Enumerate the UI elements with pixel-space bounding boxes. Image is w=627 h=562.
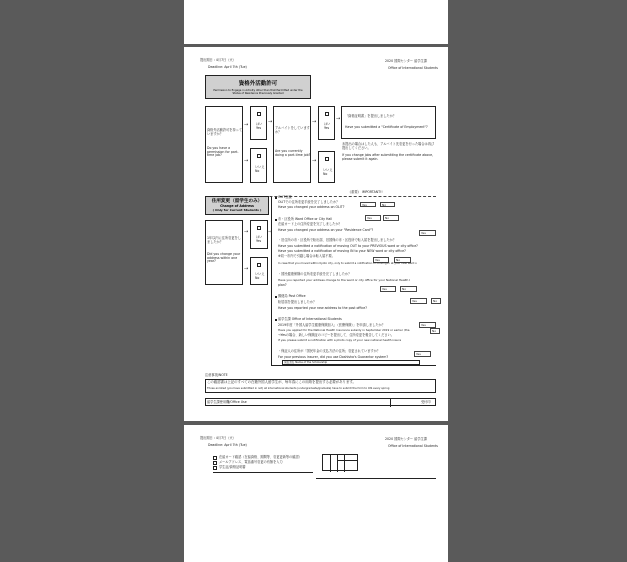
office-name: Office of International Students — [388, 66, 438, 70]
post-yes-checkbox[interactable]: Yes — [410, 298, 427, 304]
important-label: 《重要》 IMPORTANT!! — [348, 190, 383, 194]
ois-no-checkbox[interactable]: No — [430, 328, 440, 334]
office-use-label: 留学生課使用欄/Office Use — [207, 400, 247, 404]
next-page — [184, 425, 448, 562]
ward-line10: plan? — [278, 283, 287, 287]
q2-yes-label: はい Yes — [324, 122, 331, 130]
note-box — [205, 379, 436, 393]
q2-jp: アルバイトをしていますか？ — [275, 126, 310, 134]
certificate-note-en: If you change jobs after submitting the certificate above, please submit it again. — [342, 153, 434, 161]
q2-no-label: いいえ No — [323, 168, 333, 176]
office-year: 2020 国際センター 留学生課 — [385, 437, 427, 441]
q2-yes-box — [318, 106, 335, 140]
ward-line1: 在留カード上の住所変更を完了しましたか？ — [278, 222, 342, 226]
check-student-id[interactable] — [213, 466, 217, 470]
check-contact-change[interactable] — [213, 461, 217, 465]
arrow-icon: → — [244, 122, 249, 128]
ward-line9: Have you reported your address change to the ward or city office for your National Health I — [278, 278, 411, 282]
check-contact-change-label: メールアドレス、電話番号変更の有無を入力 — [219, 460, 283, 464]
address-no-checkbox[interactable] — [257, 263, 261, 267]
grid-line — [344, 455, 345, 472]
q1-no-checkbox[interactable] — [257, 154, 261, 158]
arrow-icon: → — [336, 116, 341, 122]
q2-no-checkbox[interactable] — [325, 157, 329, 161]
arrow-icon: → — [244, 229, 249, 235]
address-yes-box — [250, 220, 268, 249]
permit-header — [205, 75, 311, 99]
address-title-jp: 住所変更（留学生のみ） — [211, 199, 263, 204]
post-line2: Have you reported your new address to the post office? — [278, 306, 367, 310]
address-header — [205, 196, 269, 215]
q2-yes-checkbox[interactable] — [325, 112, 329, 116]
arrow-icon: → — [244, 266, 249, 272]
note-label: 注意事項/NOTE — [205, 373, 228, 377]
ward-nhi-no-checkbox[interactable]: No — [400, 286, 417, 292]
olit-yes-checkbox[interactable]: Yes — [360, 202, 376, 207]
certificate-question-jp: 「資格証明書」を提出しましたか？ — [345, 114, 396, 118]
olit-line2: Have you changed your address on OLIT? — [278, 205, 345, 209]
q1-no-label: いいえ No — [255, 165, 265, 173]
ward-line6: ※同一市内で引越し場合は転入届不要。 — [278, 254, 335, 258]
confirm-stamp-label: 受付印 — [421, 400, 431, 404]
bullet-icon — [275, 197, 277, 199]
office-grid — [322, 454, 358, 471]
ward-yes-checkbox[interactable]: Yes — [365, 215, 381, 221]
office-name: Office of International Students — [388, 444, 438, 448]
q2-box — [273, 106, 311, 183]
ward-nhi-yes-checkbox[interactable]: Yes — [380, 286, 396, 292]
ward-line2: Have you changed your address on your "Residence Card"? — [278, 228, 374, 232]
certificate-question-en: Have you submitted a "Certificate of Employment"? — [345, 125, 428, 129]
ward-line5: Have you submitted a notification of moving IN to your NEW ward or city office? — [278, 249, 406, 253]
address-no-label: いいえ No — [255, 272, 265, 280]
check-residence-card[interactable] — [213, 456, 217, 460]
scholarship-label: 保証書名 Name of the Scholarship — [284, 360, 328, 364]
permit-subtitle: Permission to Engage in Activity other than that Permitted under the Status of Residence Previously Granted — [213, 89, 303, 96]
ois-line6: For your previous insurer, did you use Doshisha's Guarantor system? — [278, 355, 389, 359]
ois-yes-checkbox[interactable]: Yes — [419, 322, 436, 328]
ward-move-yes-checkbox[interactable]: Yes — [373, 257, 389, 263]
certificate-question-box — [341, 106, 436, 139]
q1-yes-box — [250, 106, 267, 140]
grid-line — [330, 455, 331, 472]
note-line2: Those enrolled (you have submitted in not) all international students (undergraduate/graduate) have to submit the form to OIS every spring — [207, 387, 390, 390]
office-use-box — [205, 398, 436, 406]
ois-line2: Have you applied for the National Health Insurance subsidy in September 2019 or earlier (tha — [278, 328, 410, 332]
post-title: 郵便局 Post Office — [278, 294, 306, 298]
arrow-icon: → — [312, 119, 317, 125]
address-title-sub: ( Only for Current Students ) — [212, 208, 262, 212]
deadline-en: Deadline: April 7th (Tue) — [208, 65, 247, 69]
ois-line1: 2019年度「外国人留学生健康保険加入」（医療保険）」を申請しましたか？ — [278, 323, 385, 327]
ois-line4: If yes, please submit a notification with a photo copy of your new national health insura — [278, 338, 402, 342]
certificate-note-jp: 未提出の場合はした人も、アルバイト先変更を行った場合は再び提出してください。 — [342, 142, 435, 150]
ward-title: 市・区役所 Ward Office or City Hall — [278, 217, 333, 221]
address-no-box — [250, 257, 268, 285]
ois-line5: ・保証人の住所が「国民年金の支払方法の住所」変更されていますか？ — [278, 349, 380, 353]
arrow-icon: → — [244, 158, 249, 164]
address-question-box — [205, 220, 243, 285]
ward-line3: ・旧住所の市・区役所で転出届、旧国保の市・区役所で転入届を提出しましたか？ — [278, 238, 396, 242]
ward-line4: Have you submitted a notification of moving OUT to your PREVIOUS ward or city office? — [278, 244, 418, 248]
address-yes-checkbox[interactable] — [257, 226, 261, 230]
post-no-checkbox[interactable]: No — [431, 298, 441, 304]
deadline-en: Deadline: April 7th (Tue) — [208, 443, 247, 447]
note-line1: この確認書は上記のすべての在籍外国人留学生が、毎年春にこの用紙を提出する必要があります。 — [207, 380, 356, 384]
q1-yes-checkbox[interactable] — [257, 112, 261, 116]
address-question-en: Did you change your address within one year? — [207, 252, 241, 264]
address-title-en: Change of Address — [220, 204, 254, 208]
deadline-jp: 提出期日 : 4月7日（火） — [200, 58, 236, 62]
check-residence-card-label: 在留カード確認（在留資格、期間等、変更更新等の確認） — [219, 455, 302, 459]
post-line1: 転居届を提出しましたか？ — [278, 300, 317, 304]
olit-no-checkbox[interactable]: No — [380, 202, 395, 207]
section-end-line — [271, 365, 436, 366]
ward-line7: In case that you moved within Kyoto city, only to submit a notification of moving-in at your new ward o — [278, 261, 417, 265]
olit-title: OLIT登録 — [278, 195, 292, 199]
office-year: 2020 国際センター 留学生課 — [385, 59, 427, 63]
previous-page — [184, 0, 448, 44]
grid-line — [337, 460, 358, 461]
arrow-icon: → — [268, 229, 273, 235]
document-page — [184, 47, 448, 421]
ward-line8: ・国民健康保険の住所変更手続を完了しましたか？ — [278, 272, 352, 276]
q1-en: Do you have a permission for part-time job? — [207, 146, 239, 158]
q2-no-box — [318, 151, 335, 183]
bullet-icon — [275, 296, 277, 298]
arrow-icon: → — [268, 119, 273, 125]
ois-line3: →Yesの場合、新しい保険証のコピーを提出して、住所変更を報告してください。 — [278, 333, 394, 337]
grid-line — [337, 455, 338, 472]
checklist-rule — [213, 472, 313, 473]
permit-title: 資格外活動許可 — [238, 81, 278, 87]
ward-card-yes-checkbox[interactable]: Yes — [419, 230, 436, 236]
office-use-divider — [390, 399, 391, 407]
bracket-line — [271, 197, 272, 365]
ward-no-checkbox[interactable]: No — [383, 215, 399, 221]
q1-box — [205, 106, 243, 183]
q2-en: Are you currently doing a part-time job? — [275, 149, 311, 157]
ward-move-no-checkbox[interactable]: No — [394, 257, 411, 263]
check-student-id-label: 学生証/資格証明書 — [219, 465, 246, 469]
arrow-icon: → — [312, 158, 317, 164]
q1-yes-label: はい Yes — [256, 122, 263, 130]
q1-jp: 資格外活動許可を持っていますか？ — [207, 128, 243, 136]
deadline-jp: 提出期日 : 4月7日（火） — [200, 436, 236, 440]
olit-line1: OLITでの住所変更手続を完了しましたか？ — [278, 200, 340, 204]
ois-title: 留学生課 Office of International Students — [278, 317, 342, 321]
page-rule — [316, 478, 436, 479]
q1-no-box — [250, 148, 267, 183]
address-yes-label: はい Yes — [256, 235, 263, 243]
bullet-icon — [275, 319, 277, 321]
ois-guarantor-yes-checkbox[interactable]: Yes — [414, 351, 431, 357]
bullet-icon — [275, 219, 277, 221]
address-question-jp: 1年以内に住所変更をしましたか？ — [207, 236, 241, 244]
